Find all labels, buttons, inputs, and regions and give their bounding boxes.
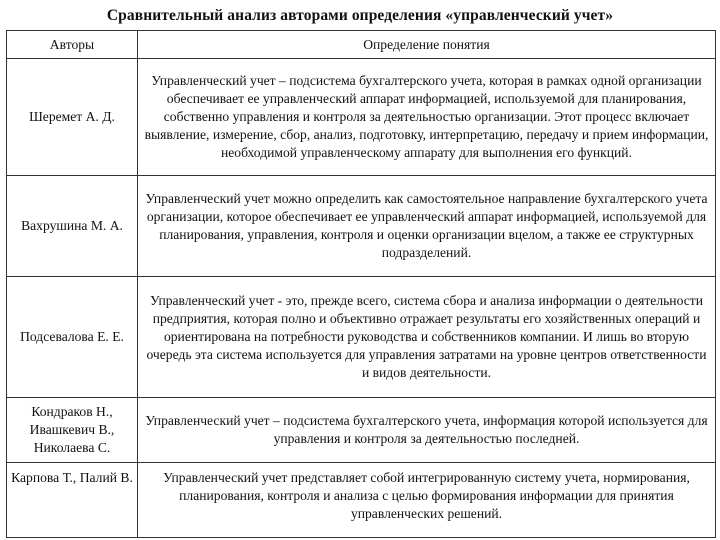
definition-cell: Управленческий учет представляет собой интегрированную систему учета, нормирования, планирования, контроля и анализа с целью формирования информации для принятия управленческих решений. xyxy=(138,463,716,538)
table-row xyxy=(7,277,716,398)
definitions-table xyxy=(6,30,716,538)
table-row xyxy=(7,463,716,538)
definition-cell: Управленческий учет можно определить как самостоятельное направление бухгалтерского учета организации, которое обеспечивает ее управленческий аппарат информацией, используемой для планирования, управления, контроля и оценки организации вцелом, а также ее структурных подразделений. xyxy=(138,176,716,277)
table-title: Сравнительный анализ авторами определения «управленческий учет» xyxy=(106,7,614,24)
header-definition: Определение понятия xyxy=(138,31,716,59)
definition-cell: Управленческий учет – подсистема бухгалтерского учета, информация которой используется для управления и контроля за деятельностью последней. xyxy=(138,398,716,463)
table-row xyxy=(7,59,716,176)
author-cell: Подсевалова Е. Е. xyxy=(7,277,138,398)
definition-cell: Управленческий учет - это, прежде всего, система сбора и анализа информации о деятельности предприятия, которая полно и объективно отражает результаты его хозяйственных операций и ориентирована на потребности руководства и собственников компании. И лишь во вторую очередь эта система используется для управления затратами на уровне центров ответственности и видов деятельности. xyxy=(138,277,716,398)
definition-cell: Управленческий учет – подсистема бухгалтерского учета, которая в рамках одной организации обеспечивает ее управленческий аппарат информацией, используемой для планирования, собственно управления и контроля за деятельностью организации. Этот процесс включает выявление, измерение, сбор, анализ, подготовку, интерпретацию, передачу и прием информации, необходимой управленческому аппарату для выполнения его функций. xyxy=(138,59,716,176)
author-cell: Кондраков Н., Ивашкевич В., Николаева С. xyxy=(7,398,138,463)
table-row xyxy=(7,176,716,277)
author-cell: Карпова Т., Палий В. xyxy=(7,463,138,538)
author-cell: Вахрушина М. А. xyxy=(7,176,138,277)
table-row xyxy=(7,398,716,463)
table-header-row xyxy=(7,31,716,59)
author-cell: Шеремет А. Д. xyxy=(7,59,138,176)
header-authors: Авторы xyxy=(7,31,138,59)
